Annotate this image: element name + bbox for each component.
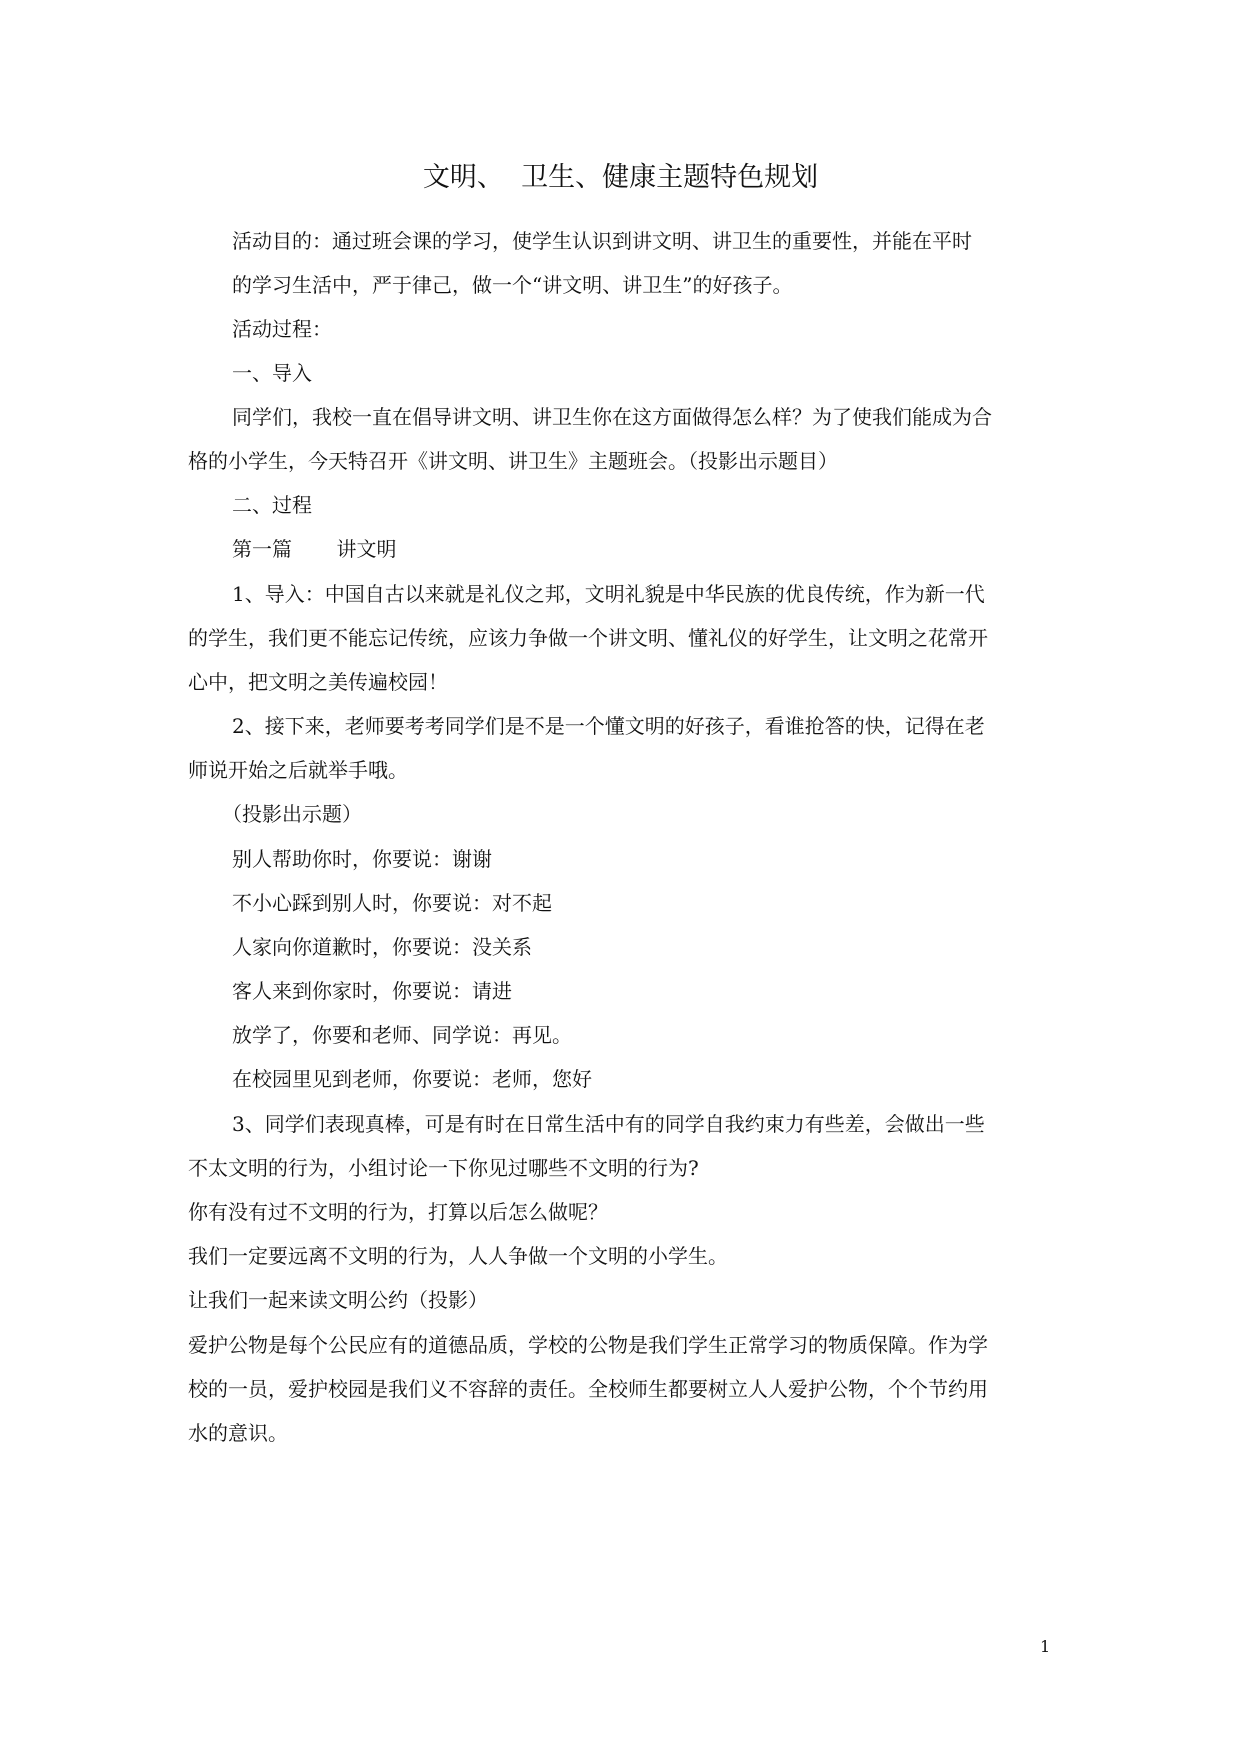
section-heading: 二、过程: [232, 493, 312, 517]
list-item: 不小心踩到别人时，你要说：对不起: [232, 891, 552, 915]
subsection-heading: 第一篇 讲文明: [232, 537, 397, 561]
list-item: 放学了，你要和老师、同学说：再见。: [232, 1023, 572, 1047]
paragraph-line: 的学生，我们更不能忘记传统，应该力争做一个讲文明、懂礼仪的好学生，让文明之花常开: [188, 626, 988, 650]
document-title: 文明、 卫生、健康主题特色规划: [422, 162, 819, 193]
paragraph-line: 3、同学们表现真棒，可是有时在日常生活中有的同学自我约束力有些差，会做出一些: [232, 1112, 985, 1136]
paragraph-line: 1、导入：中国自古以来就是礼仪之邦，文明礼貌是中华民族的优良传统，作为新一代: [232, 582, 985, 606]
section-label: 活动过程：: [232, 317, 332, 341]
paragraph-line: 你有没有过不文明的行为，打算以后怎么做呢？: [188, 1200, 608, 1224]
paragraph-line: 水的意识。: [188, 1421, 288, 1445]
paragraph-line: 让我们一起来读文明公约（投影）: [188, 1288, 488, 1312]
paragraph-line: 爱护公物是每个公民应有的道德品质，学校的公物是我们学生正常学习的物质保障。作为学: [188, 1333, 988, 1357]
paragraph-line: 活动目的：通过班会课的学习，使学生认识到讲文明、讲卫生的重要性，并能在平时: [232, 229, 972, 253]
list-item: 别人帮助你时，你要说：谢谢: [232, 847, 492, 871]
paragraph-line: 我们一定要远离不文明的行为，人人争做一个文明的小学生。: [188, 1244, 728, 1268]
paragraph-line: （投影出示题）: [222, 802, 362, 826]
paragraph-line: 师说开始之后就举手哦。: [188, 758, 408, 782]
paragraph-line: 不太文明的行为，小组讨论一下你见过哪些不文明的行为?: [188, 1156, 699, 1180]
paragraph-line: 心中，把文明之美传遍校园！: [188, 670, 448, 694]
list-item: 在校园里见到老师，你要说：老师，您好: [232, 1067, 592, 1091]
list-item: 客人来到你家时，你要说：请进: [232, 979, 512, 1003]
paragraph-line: 的学习生活中，严于律己，做一个“讲文明、讲卫生”的好孩子。: [232, 273, 793, 297]
paragraph-line: 2、接下来，老师要考考同学们是不是一个懂文明的好孩子，看谁抢答的快，记得在老: [232, 714, 985, 738]
paragraph-line: 格的小学生，今天特召开《讲文明、讲卫生》主题班会。（投影出示题目）: [188, 449, 838, 473]
page-number: 1: [1040, 1637, 1051, 1656]
paragraph-line: 同学们，我校一直在倡导讲文明、讲卫生你在这方面做得怎么样？为了使我们能成为合: [232, 405, 992, 429]
paragraph-line: 校的一员，爱护校园是我们义不容辞的责任。全校师生都要树立人人爱护公物，个个节约用: [188, 1377, 988, 1401]
section-heading: 一、导入: [232, 361, 312, 385]
list-item: 人家向你道歉时，你要说：没关系: [232, 935, 532, 959]
